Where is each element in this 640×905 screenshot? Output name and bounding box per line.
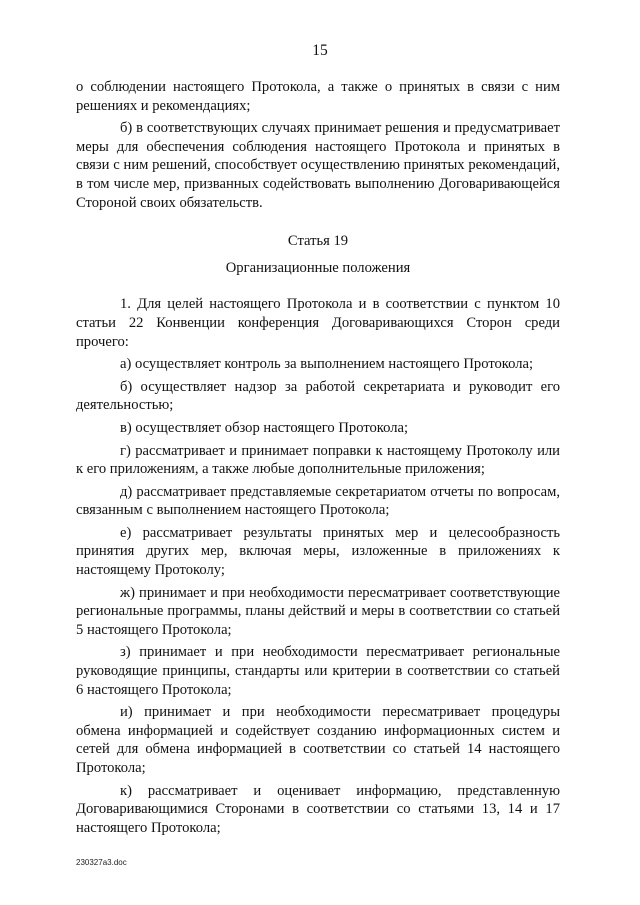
list-item: г) рассматривает и принимает поправки к настоящему Протоколу или к его приложениям, а также любые дополнительные приложения; <box>76 442 560 478</box>
paragraph: б) в соответствующих случаях принимает решения и предусматривает меры для обеспечения соблюдения настоящего Протокола и принятых в связи с ним решений, способствует осуществлению принятых рекомендаций, в том числе мер, призванных содействовать выполнению Договаривающейся Стороной своих обязательств. <box>76 120 560 211</box>
file-name-footer: 230327a3.doc <box>76 858 127 867</box>
list-item: к) рассматривает и оценивает информацию, представленную Договаривающимися Сторонами в соответствии со статьями 13, 14 и 17 настоящего Протокола; <box>76 782 560 836</box>
article-lead-paragraph: 1. Для целей настоящего Протокола и в соответствии с пунктом 10 статьи 22 Конвенции конференция Договаривающихся Сторон среди прочего: <box>76 296 560 350</box>
list-item: а) осуществляет контроль за выполнением настоящего Протокола; <box>120 356 534 373</box>
paragraph: о соблюдении настоящего Протокола, а также о принятых в связи с ним решениях и рекомендациях; <box>76 79 560 114</box>
article-title: Организационные положения <box>225 259 411 276</box>
list-item: в) осуществляет обзор настоящего Протокола; <box>120 419 409 436</box>
list-item: з) принимает и при необходимости пересматривает региональные руководящие принципы, стандарты или критерии в соответствии со статьей 6 настоящего Протокола; <box>76 644 560 698</box>
article-number: Статья 19 <box>287 233 349 250</box>
page-number: 15 <box>312 42 328 59</box>
list-item: е) рассматривает результаты принятых мер и целесообразность принятия других мер, включая меры, изложенные в приложениях к настоящему Протоколу; <box>76 524 560 579</box>
list-item: и) принимает и при необходимости пересматривает процедуры обмена информацией и содействует созданию информационных систем и сетей для обмена информацией в соответствии со статьей 14 настоящего Протокола; <box>76 704 560 776</box>
list-item: д) рассматривает представляемые секретариатом отчеты по вопросам, связанным с выполнением настоящего Протокола; <box>76 483 560 519</box>
document-body <box>76 78 560 841</box>
list-item: б) осуществляет надзор за работой секретариата и руководит его деятельностью; <box>76 378 560 414</box>
list-item: ж) принимает и при необходимости пересматривает соответствующие региональные программы, планы действий и меры в соответствии со статьей 5 настоящего Протокола; <box>76 584 560 638</box>
